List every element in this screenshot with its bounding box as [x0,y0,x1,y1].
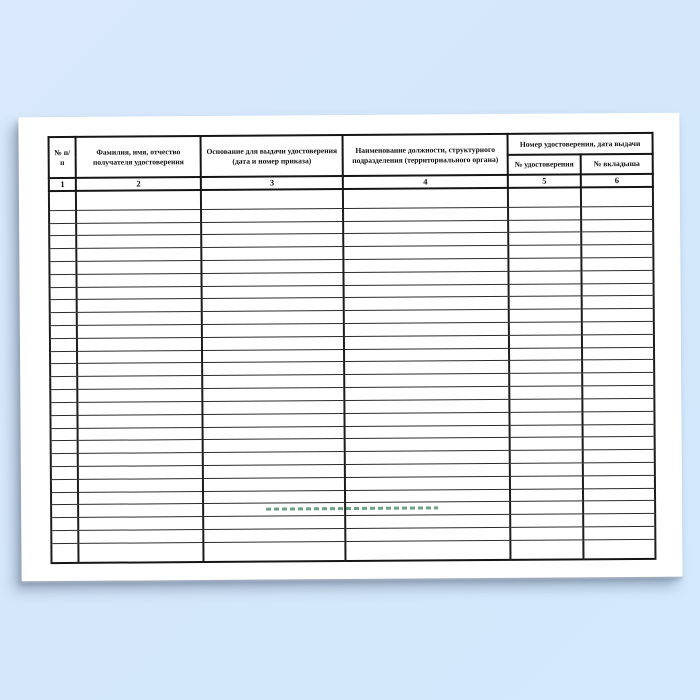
table-cell [50,325,77,338]
table-cell [203,465,345,479]
table-cell [583,514,655,527]
table-cell [202,298,344,312]
table-cell [508,258,581,271]
table-cell [583,411,655,424]
table-cell [343,188,508,208]
table-cell [509,348,582,361]
table-cell [51,428,78,441]
table-cell [202,336,344,350]
table-cell [201,189,343,209]
table-cell [581,245,653,258]
table-cell [583,462,655,475]
table-cell [583,501,655,514]
table-cell [581,206,653,219]
table-header [49,133,653,191]
table-cell [509,335,582,348]
table-cell [50,415,77,428]
table-cell [50,287,77,300]
table-cell [582,373,654,386]
table-cell [78,440,203,454]
table-cell [345,527,510,541]
table-cell [509,386,582,399]
table-cell [77,325,202,339]
document-paper [18,113,682,582]
table-cell [343,246,508,260]
table-cell [345,476,510,490]
table-cell [78,466,203,480]
table-cell [510,514,583,527]
table-cell [51,466,78,479]
table-cell [51,530,78,543]
table-cell [582,360,654,373]
table-cell [582,296,654,309]
table-cell [509,399,582,412]
table-cell [79,542,204,563]
table-cell [581,257,653,270]
column-number: 4 [343,175,508,189]
table-row [51,539,655,563]
table-cell [202,375,344,389]
col-header-fio: Фамилия, имя, отчество получателя удостоверения [76,136,201,178]
table-cell [509,283,582,296]
table-cell [344,258,509,272]
table-cell [510,501,583,514]
table-cell [49,210,76,223]
table-cell [203,400,345,414]
table-cell [203,529,345,543]
table-cell [201,247,343,261]
table-cell [344,335,509,349]
table-cell [583,450,655,463]
table-cell [508,271,581,284]
table-cell [343,220,508,234]
table-cell [582,385,654,398]
table-cell [76,248,201,262]
table-cell [508,207,581,220]
table-cell [77,363,202,377]
table-cell [49,249,76,262]
table-cell [203,426,345,440]
table-cell [76,235,201,249]
table-cell [50,402,77,415]
table-cell [78,504,203,518]
table-cell [344,361,509,375]
col-header-position: Наименование должности, структурного подразделения (территориального органа) [343,134,508,176]
table-cell [51,543,78,563]
table-cell [202,272,344,286]
table-cell [50,377,77,390]
table-cell [581,232,653,245]
table-cell [49,191,76,210]
table-cell [582,334,654,347]
table-cell [203,452,345,466]
table-cell [49,236,76,249]
table-cell [78,517,203,531]
table-cell [345,425,510,439]
table-cell [51,479,78,492]
table-cell [203,516,345,530]
table-cell [583,424,655,437]
table-cell [202,260,344,274]
table-cell [202,362,344,376]
table-cell [583,488,655,501]
column-number: 1 [49,178,76,191]
table-cell [345,463,510,477]
table-cell [344,284,509,298]
table-cell [78,478,203,492]
table-cell [203,477,345,491]
table-cell [77,350,202,364]
table-cell [76,190,201,210]
table-cell [78,401,203,415]
table-cell [510,437,583,450]
table-cell [510,488,583,501]
table-cell [203,413,345,427]
table-cell [201,221,343,235]
journal-table-container [48,132,657,564]
col-header-cert-number: № удостоверения [508,154,581,175]
table-cell [51,441,78,454]
table-cell [510,540,583,560]
table-cell [581,187,653,207]
table-cell [77,261,202,275]
table-cell [510,476,583,489]
journal-table [48,132,657,564]
table-cell [77,286,202,300]
table-cell [50,351,77,364]
table-cell [50,364,77,377]
column-number: 5 [508,174,581,188]
table-cell [582,283,654,296]
table-cell [78,414,203,428]
col-header-basis: Основание для выдачи удостоверения (дата и номер приказа) [201,135,343,177]
table-cell [344,387,509,401]
table-cell [51,505,78,518]
table-cell [508,245,581,258]
table-cell [51,454,78,467]
table-cell [508,232,581,245]
table-cell [77,376,202,390]
table-cell [345,412,510,426]
table-cell [344,297,509,311]
table-cell [583,437,655,450]
table-cell [78,427,203,441]
table-cell [76,209,201,223]
table-cell [78,530,203,544]
table-cell [510,463,583,476]
col-header-insert-number: № вкладыша [581,154,653,175]
table-cell [50,338,77,351]
col-header-npp: № п/п [49,137,76,178]
table-cell [345,515,510,529]
col-header-certificate-group: Номер удостоверения, дата выдачи [508,133,653,155]
table-cell [510,527,583,540]
table-cell [582,321,654,334]
table-cell [201,234,343,248]
table-cell [509,322,582,335]
table-cell [77,299,202,313]
table-cell [509,360,582,373]
table-cell [202,285,344,299]
table-cell [509,373,582,386]
table-cell [343,207,508,221]
table-cell [49,261,76,274]
table-cell [344,399,509,413]
table-cell [202,388,344,402]
table-cell [202,349,344,363]
table-cell [581,219,653,232]
table-cell [204,541,346,562]
table-cell [345,540,510,561]
table-cell [76,222,201,236]
table-cell [510,424,583,437]
table-cell [77,273,202,287]
table-cell [203,490,345,504]
table-cell [50,390,77,403]
table-cell [202,311,344,325]
table-cell [201,208,343,222]
table-cell [582,309,654,322]
table-cell [344,374,509,388]
table-cell [51,518,78,531]
table-cell [344,310,509,324]
table-cell [78,453,203,467]
table-cell [583,475,655,488]
table-cell [509,412,582,425]
table-cell [77,337,202,351]
table-cell [344,348,509,362]
table-cell [77,389,202,403]
table-cell [508,219,581,232]
table-cell [345,451,510,465]
table-cell [508,187,581,207]
table-cell [509,309,582,322]
table-cell [344,322,509,336]
table-cell [582,347,654,360]
table-cell [582,398,654,411]
table-cell [77,312,202,326]
table-cell [50,300,77,313]
table-cell [509,296,582,309]
table-cell [343,233,508,247]
table-cell [583,539,655,559]
table-cell [49,274,76,287]
table-cell [51,492,78,505]
column-number: 3 [201,176,343,190]
column-number: 2 [76,177,201,191]
table-cell [583,526,655,539]
table-cell [49,223,76,236]
table-cell [582,270,654,283]
table-cell [203,439,345,453]
table-cell [78,491,203,505]
table-cell [345,438,510,452]
table-cell [344,271,509,285]
column-number: 6 [581,174,653,188]
table-cell [202,324,344,338]
table-cell [510,450,583,463]
table-cell [50,313,77,326]
table-cell [345,489,510,503]
